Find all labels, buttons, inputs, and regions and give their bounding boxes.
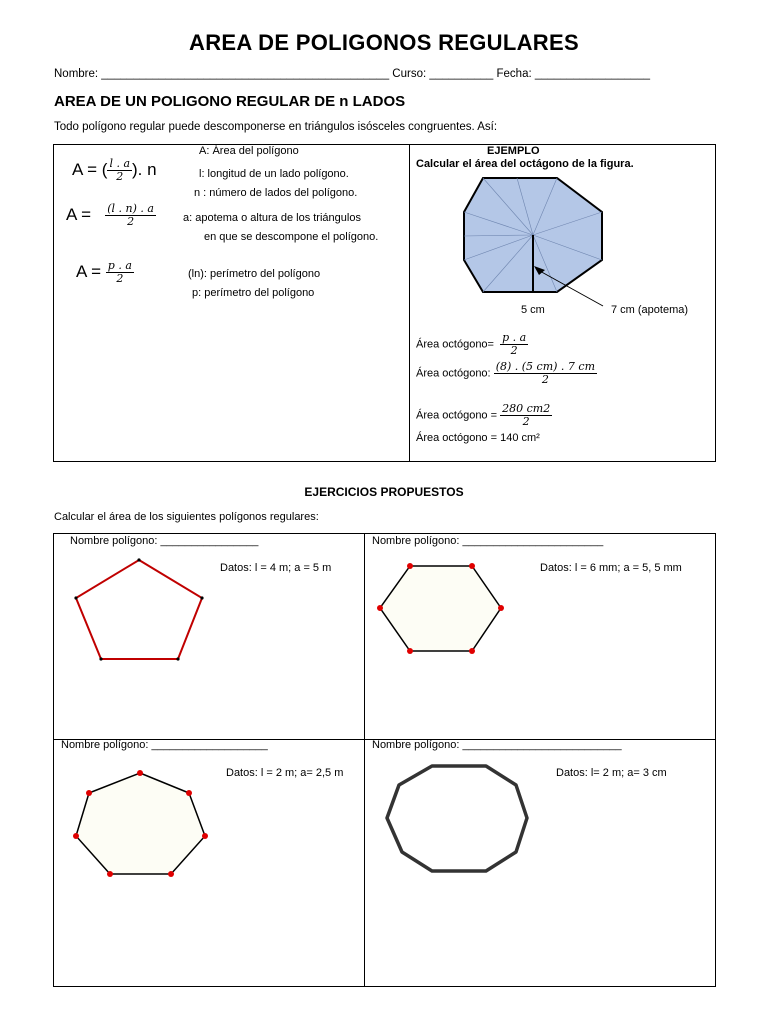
example-step-1: Área octógono= $\frac{p . a}{2}$ [416,331,527,357]
example-label: EJEMPLO [487,145,540,157]
exercises-intro: Calcular el área de los siguientes polígonos regulares: [54,511,319,523]
formula-3-fraction: $\frac{p . a}{2}$ [107,259,132,285]
def-A: A: Área del polígono [199,145,299,157]
student-info-line: Nombre: _____________________________________________ Curso: __________ Fecha: __________________ [54,68,650,80]
exercise-4-name-line[interactable]: Nombre polígono: __________________________ [372,739,622,751]
page-title: AREA DE POLIGONOS REGULARES [189,30,579,55]
exercise-2-hexagon [372,558,512,658]
formula-2: A = $\frac{(l . n) . a}{2}$ [66,202,154,228]
exercise-1-pentagon [68,552,218,672]
formula-1-fraction: $\frac{l . a}{2}$ [109,157,131,183]
intro-text: Todo polígono regular puede descomponerse en triángulos isósceles congruentes. Así: [54,121,498,133]
exercise-4-datos: Datos: l= 2 m; a= 3 cm [556,767,667,779]
exercise-2-name-line[interactable]: Nombre polígono: _______________________ [372,535,604,547]
exercise-3-name-line[interactable]: Nombre polígono: ___________________ [61,739,268,751]
octagon-figure [405,172,715,322]
example-step-3: Área octógono = $\frac{280 cm2}{2}$ [416,402,551,428]
exercise-3-datos: Datos: l = 2 m; a= 2,5 m [226,767,344,779]
example-result: Área octógono = 140 cm² [416,432,540,444]
example-question: Calcular el área del octágono de la figura. [416,158,634,170]
def-n: n : número de lados del polígono. [194,187,358,199]
exercises-title: EJERCICIOS PROPUESTOS [304,485,464,499]
exercise-1-name-line[interactable]: Nombre polígono: ________________ [70,535,259,547]
exercise-2-datos: Datos: l = 6 mm; a = 5, 5 mm [540,562,682,574]
formula-3: A = $\frac{p . a}{2}$ [76,259,132,285]
exercise-4-decagon [380,760,540,880]
section-heading: AREA DE UN POLIGONO REGULAR DE n LADOS [54,93,406,110]
formula-1: A = ( $\frac{l . a}{2}$ ). n [72,157,157,183]
example-step-2: Área octógono: $\frac{(8) . (5 cm) . 7 cm}{2}$ [416,360,596,386]
def-ln: (ln): perímetro del polígono [188,268,321,280]
exercise-1-datos: Datos: l = 4 m; a = 5 m [220,562,332,574]
apothem-label: 7 cm (apotema) [611,304,689,316]
def-a-line2: en que se descompone el polígono. [204,231,379,243]
side-label: 5 cm [521,304,545,316]
def-p: p: perímetro del polígono [192,287,315,299]
def-a-line1: a: apotema o altura de los triángulos [183,212,361,224]
formula-2-fraction: $\frac{(l . n) . a}{2}$ [107,202,154,228]
exercise-3-heptagon [68,766,218,881]
def-l: l: longitud de un lado polígono. [199,168,349,180]
exercises-grid-vdivider [364,533,365,986]
